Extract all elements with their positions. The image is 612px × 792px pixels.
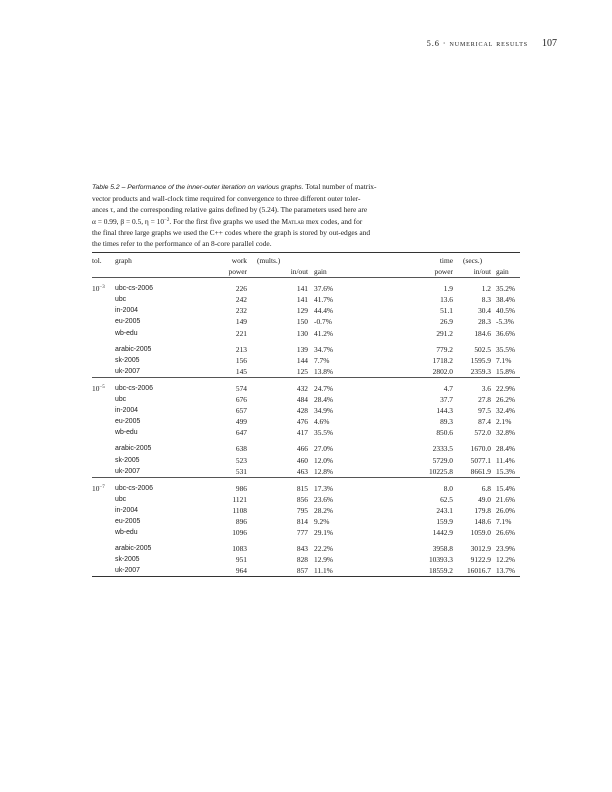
section-title: 5.6 · numerical results: [426, 39, 528, 48]
work-inout-cell: 815: [296, 483, 308, 493]
graph-name-cell: ubc: [115, 296, 127, 304]
work-gain-cell: 41.2%: [314, 328, 334, 338]
work-gain-cell: 4.6%: [314, 417, 330, 427]
work-inout-cell: 795: [296, 505, 308, 515]
time-inout-cell: 8661.9: [470, 466, 491, 476]
time-power-cell: 62.5: [440, 494, 453, 504]
time-gain-cell: 28.4%: [496, 444, 516, 454]
time-gain-cell: 15.8%: [496, 366, 516, 376]
time-gain-cell: 38.4%: [496, 295, 516, 305]
work-power-header: power: [182, 266, 247, 278]
work-power-cell: 657: [235, 406, 247, 416]
work-power-cell: 149: [235, 317, 247, 327]
time-gain-cell: 32.4%: [496, 406, 516, 416]
tolerance-cell: [92, 328, 115, 339]
work-inout-cell: 428: [296, 406, 308, 416]
work-power-cell: 499: [235, 417, 247, 427]
table-row: [92, 405, 520, 416]
work-gain-cell: 12.9%: [314, 555, 334, 565]
time-power-header: power: [398, 266, 453, 278]
work-inout-cell: 417: [296, 428, 308, 438]
work-gain-cell: 27.0%: [314, 444, 334, 454]
tolerance-cell: [92, 394, 115, 405]
time-power-cell: 2333.5: [432, 444, 453, 454]
time-inout-cell: 30.4: [478, 306, 491, 316]
work-power-cell: 531: [235, 466, 247, 476]
work-power-cell: 1083: [232, 544, 247, 554]
graph-name-cell: sk-2005: [115, 556, 140, 564]
time-inout-cell: 27.8: [478, 395, 491, 405]
tolerance-cell: [92, 516, 115, 527]
work-power-cell: 232: [235, 306, 247, 316]
time-inout-cell: 1059.0: [470, 528, 491, 538]
time-gain-cell: 7.1%: [496, 355, 512, 365]
work-inout-cell: 141: [296, 295, 308, 305]
table-row: [92, 527, 520, 538]
table-row: [92, 466, 520, 478]
work-gain-cell: 11.1%: [308, 565, 358, 577]
time-inout-cell: 1.2: [481, 284, 491, 294]
work-gain-cell: 24.7%: [314, 383, 334, 393]
time-inout-cell: 179.8: [474, 505, 491, 515]
work-inout-cell: 432: [296, 383, 308, 393]
time-power-cell: 10393.3: [428, 555, 453, 565]
time-inout-cell: 6.8: [481, 483, 491, 493]
graph-name-cell: uk-2007: [115, 367, 140, 375]
tolerance-cell: [92, 355, 115, 366]
work-inout-cell: 460: [296, 455, 308, 465]
graph-name-cell: in-2004: [115, 307, 138, 315]
tolerance-cell: [92, 316, 115, 327]
time-gain-cell: 26.6%: [496, 528, 516, 538]
work-power-cell: 156: [235, 355, 247, 365]
time-gain-cell: 26.2%: [496, 395, 516, 405]
time-power-cell: 37.7: [440, 395, 453, 405]
tol-header: tol.: [92, 253, 115, 267]
tolerance-cell: [92, 405, 115, 416]
work-inout-cell: 856: [296, 494, 308, 504]
work-power-cell: 951: [235, 555, 247, 565]
time-gain-cell: 36.6%: [496, 328, 516, 338]
graph-name-cell: eu-2005: [115, 517, 141, 525]
time-gain-cell: 12.2%: [496, 555, 516, 565]
secs-header: (secs.): [453, 253, 491, 267]
work-gain-cell: 7.7%: [314, 355, 330, 365]
work-gain-cell: 28.2%: [314, 505, 334, 515]
time-header: time: [398, 253, 453, 267]
table-row: [92, 565, 520, 577]
work-inout-cell: 150: [296, 317, 308, 327]
graph-name-cell: sk-2005: [115, 456, 140, 464]
work-inout-cell: 125: [296, 366, 308, 376]
work-power-cell: 242: [235, 295, 247, 305]
table-row: [92, 383, 520, 394]
table-row: [92, 416, 520, 427]
work-inout-cell: 144: [296, 355, 308, 365]
time-power-cell: 243.1: [436, 505, 453, 515]
graph-name-cell: uk-2007: [115, 467, 140, 475]
table-row: [92, 328, 520, 339]
work-power-cell: 213: [235, 344, 247, 354]
time-gain-cell: 11.4%: [496, 455, 515, 465]
work-inout-cell: 484: [296, 395, 308, 405]
work-power-cell: 896: [235, 516, 247, 526]
table-row: [92, 455, 520, 466]
time-inout-header: in/out: [453, 266, 491, 278]
table-row: [92, 294, 520, 305]
time-gain-cell: 13.7%: [491, 565, 520, 577]
time-gain-cell: 26.0%: [496, 505, 516, 515]
graph-name-cell: ubc-cs-2006: [115, 384, 153, 392]
time-inout-cell: 572.0: [474, 428, 491, 438]
work-inout-cell: 476: [296, 417, 308, 427]
work-gain-cell: 37.6%: [314, 284, 334, 294]
tolerance-cell: $10^{-5}$: [92, 383, 105, 393]
work-inout-cell: 130: [296, 328, 308, 338]
work-inout-cell: 814: [296, 516, 308, 526]
work-power-cell: 676: [235, 395, 247, 405]
time-power-cell: 144.3: [436, 406, 453, 416]
time-inout-cell: 148.6: [474, 516, 491, 526]
graph-name-cell: sk-2005: [115, 356, 140, 364]
caption-label: Table 5.2 – Performance of the inner-outer iteration on various graphs.: [92, 184, 304, 191]
time-gain-cell: -5.3%: [496, 317, 514, 327]
work-inout-header: in/out: [247, 266, 308, 278]
work-inout-cell: 466: [296, 444, 308, 454]
graph-name-cell: wb-edu: [115, 529, 138, 537]
work-gain-cell: 29.1%: [314, 528, 334, 538]
work-inout-cell: 463: [296, 466, 308, 476]
time-power-cell: 18559.2: [398, 565, 453, 577]
graph-name-cell: eu-2005: [115, 418, 141, 426]
graph-name-cell: ubc: [115, 495, 127, 503]
table-row: [92, 366, 520, 378]
time-power-cell: 159.9: [436, 516, 453, 526]
time-inout-cell: 5077.1: [470, 455, 491, 465]
work-gain-cell: 23.6%: [314, 494, 334, 504]
tolerance-cell: [92, 554, 115, 565]
table-subheader-row: [92, 266, 520, 278]
time-gain-cell: 21.6%: [496, 494, 516, 504]
work-power-cell: 1096: [232, 528, 247, 538]
table-row: [92, 483, 520, 494]
time-inout-cell: 87.4: [478, 417, 491, 427]
table-row: [92, 316, 520, 327]
tolerance-cell: $10^{-3}$: [92, 284, 105, 294]
work-gain-cell: 9.2%: [314, 516, 330, 526]
table-header-row: [92, 253, 520, 267]
work-gain-cell: 34.9%: [314, 406, 334, 416]
table-row: [92, 355, 520, 366]
graph-name-cell: arabic-2005: [115, 445, 152, 453]
time-power-cell: 1.9: [443, 284, 453, 294]
time-power-cell: 10225.8: [428, 466, 453, 476]
time-power-cell: 13.6: [440, 295, 453, 305]
work-gain-header: gain: [308, 266, 358, 278]
graph-name-cell: eu-2005: [115, 318, 141, 326]
graph-name-cell: wb-edu: [115, 329, 138, 337]
graph-name-cell: in-2004: [115, 407, 138, 415]
time-gain-cell: 40.5%: [496, 306, 516, 316]
tolerance-cell: [92, 305, 115, 316]
time-inout-cell: 9122.9: [470, 555, 491, 565]
tolerance-cell: [92, 443, 115, 454]
work-power-cell: 523: [235, 455, 247, 465]
work-inout-cell: 843: [296, 544, 308, 554]
work-inout-cell: 777: [296, 528, 308, 538]
graph-name-cell: arabic-2005: [115, 345, 152, 353]
graph-name-cell: ubc-cs-2006: [115, 484, 153, 492]
table-row: [92, 305, 520, 316]
time-inout-cell: 16016.7: [453, 565, 491, 577]
work-gain-cell: -0.7%: [314, 317, 332, 327]
work-header: work: [182, 253, 247, 267]
work-power-cell: 986: [235, 483, 247, 493]
time-gain-cell: 23.9%: [496, 544, 516, 554]
table-row: [92, 494, 520, 505]
table-row: [92, 344, 520, 355]
work-inout-cell: 828: [296, 555, 308, 565]
time-inout-cell: 502.5: [474, 344, 491, 354]
time-inout-cell: 3012.9: [470, 544, 491, 554]
time-inout-cell: 2359.3: [470, 366, 491, 376]
time-inout-cell: 1670.0: [470, 444, 491, 454]
work-inout-cell: 129: [296, 306, 308, 316]
work-inout-cell: 857: [247, 565, 308, 577]
work-power-cell: 1108: [232, 505, 247, 515]
graph-name-cell: wb-edu: [115, 429, 138, 437]
tolerance-cell: [92, 466, 115, 478]
time-inout-cell: 28.3: [478, 317, 491, 327]
work-gain-cell: 41.7%: [314, 295, 334, 305]
time-inout-cell: 8.3: [481, 295, 491, 305]
time-power-cell: 5729.0: [432, 455, 453, 465]
work-power-cell: 638: [235, 444, 247, 454]
table-row: [92, 516, 520, 527]
graph-name-cell: in-2004: [115, 506, 138, 514]
time-gain-cell: 15.4%: [496, 483, 516, 493]
time-gain-cell: 35.5%: [496, 344, 516, 354]
time-power-cell: 1442.9: [432, 528, 453, 538]
tolerance-cell: [92, 505, 115, 516]
work-gain-cell: 34.7%: [314, 344, 334, 354]
time-power-cell: 779.2: [436, 344, 453, 354]
time-power-cell: 850.6: [436, 428, 453, 438]
work-gain-cell: 12.8%: [314, 466, 334, 476]
tolerance-cell: [92, 494, 115, 505]
work-power-cell: 574: [235, 383, 247, 393]
time-power-cell: 51.1: [440, 306, 453, 316]
tolerance-cell: [92, 294, 115, 305]
time-power-cell: 3958.8: [432, 544, 453, 554]
tolerance-cell: $10^{-7}$: [92, 483, 105, 493]
work-gain-cell: 12.0%: [314, 455, 334, 465]
table-row: [92, 283, 520, 294]
graph-name-cell: uk-2007: [115, 565, 182, 577]
time-gain-cell: 32.8%: [496, 428, 516, 438]
graph-name-cell: ubc-cs-2006: [115, 285, 153, 293]
tolerance-cell: [92, 543, 115, 554]
time-power-cell: 291.2: [436, 328, 453, 338]
time-inout-cell: 3.6: [481, 383, 491, 393]
work-gain-cell: 44.4%: [314, 306, 334, 316]
time-power-cell: 1718.2: [432, 355, 453, 365]
work-gain-cell: 35.5%: [314, 428, 334, 438]
tolerance-cell: [92, 565, 115, 577]
work-power-cell: 647: [235, 428, 247, 438]
table-row: [92, 427, 520, 438]
work-inout-cell: 139: [296, 344, 308, 354]
table-row: [92, 554, 520, 565]
time-inout-cell: 1595.9: [470, 355, 491, 365]
work-power-cell: 1121: [232, 494, 247, 504]
graph-name-cell: arabic-2005: [115, 545, 152, 553]
tolerance-cell: [92, 366, 115, 378]
graph-header: graph: [115, 253, 182, 267]
time-gain-cell: 22.9%: [496, 383, 516, 393]
time-gain-header: gain: [491, 266, 520, 278]
time-inout-cell: 49.0: [478, 494, 491, 504]
table-row: [92, 543, 520, 554]
tolerance-cell: [92, 416, 115, 427]
work-power-cell: 221: [235, 328, 247, 338]
results-table: [92, 252, 520, 577]
tolerance-cell: [92, 527, 115, 538]
work-inout-cell: 141: [296, 284, 308, 294]
work-gain-cell: 17.3%: [314, 483, 334, 493]
work-gain-cell: 13.8%: [314, 366, 334, 376]
time-power-cell: 8.0: [443, 483, 453, 493]
time-inout-cell: 184.6: [474, 328, 491, 338]
time-power-cell: 26.9: [440, 317, 453, 327]
time-gain-cell: 7.1%: [496, 516, 512, 526]
time-gain-cell: 15.3%: [496, 466, 516, 476]
time-power-cell: 89.3: [440, 417, 453, 427]
tolerance-cell: [92, 455, 115, 466]
work-power-cell: 145: [235, 366, 247, 376]
running-header: [0, 38, 557, 49]
time-gain-cell: 2.1%: [496, 417, 512, 427]
work-gain-cell: 22.2%: [314, 544, 334, 554]
table-row: [92, 443, 520, 454]
work-gain-cell: 28.4%: [314, 395, 334, 405]
time-gain-cell: 35.2%: [496, 284, 516, 294]
table-caption: Table 5.2 – Performance of the inner-outer iteration on various graphs. Total number of matrix- vector products and wall-clock time required for convergence to three different outer toler- ances τ, and the corresponding relative gains defined by (5.24). The parameters used here are α = 0.99, β = 0.5, $\eta = 10^{-2}$. For the first five graphs we used the Matlab mex codes, and for the final three large graphs we used the C++ codes where the graph is stored by out-edges and the times refer to the performance of an 8-core parallel code.: [92, 182, 377, 249]
time-power-cell: 2802.0: [432, 366, 453, 376]
table-row: [92, 394, 520, 405]
tolerance-cell: [92, 427, 115, 438]
time-inout-cell: 97.5: [478, 406, 491, 416]
mults-header: (mults.): [247, 253, 308, 267]
work-power-cell: 226: [235, 284, 247, 294]
time-power-cell: 4.7: [443, 383, 453, 393]
tolerance-cell: [92, 344, 115, 355]
page-number: 107: [542, 38, 557, 49]
graph-name-cell: ubc: [115, 396, 127, 404]
table-row: [92, 505, 520, 516]
work-power-cell: 964: [182, 565, 247, 577]
